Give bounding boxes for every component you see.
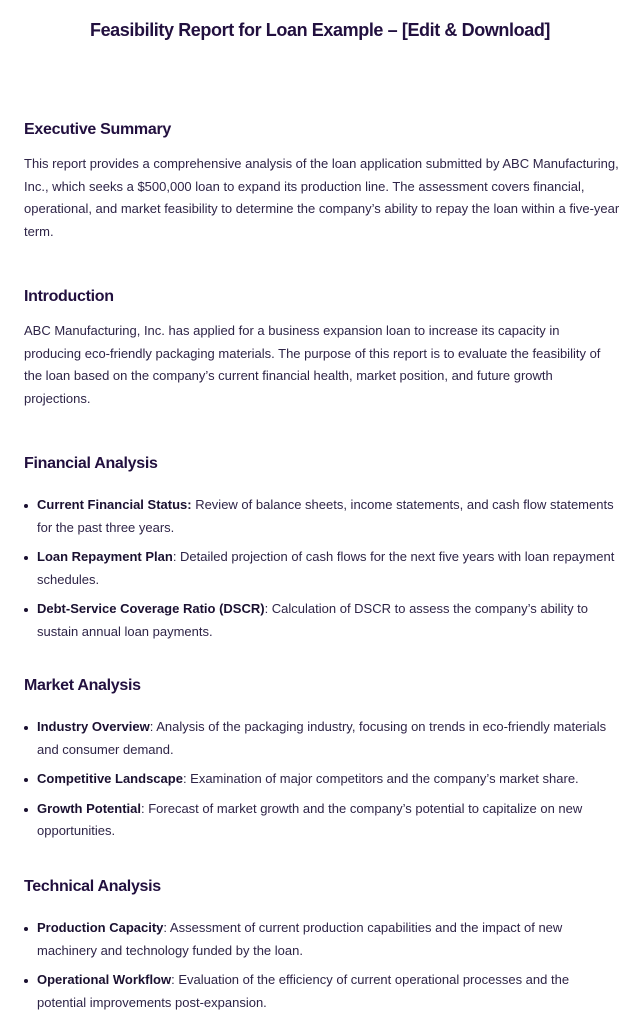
section-heading: Executive Summary [24,121,171,138]
item-term: Debt-Service Coverage Ratio (DSCR) [37,601,265,617]
item-text: : Assessment of current production capabilities and the impact of new machinery and technology funded by the loan. [37,920,563,958]
list-item [24,969,620,1014]
section-heading: Technical Analysis [24,878,161,895]
item-text: : Forecast of market growth and the company’s potential to capitalize on new opportunities. [37,800,583,839]
section-heading: Market Analysis [24,677,141,694]
list-item [24,598,620,643]
item-text: : Analysis of the packaging industry, focusing on trends in eco-friendly materials and consumer demand. [37,719,607,757]
technical-analysis-list [24,917,620,1014]
item-text: : Evaluation of the efficiency of current operational processes and the potential improvements post-expansion. [37,972,570,1010]
bullet-icon [24,979,28,983]
list-item [24,716,620,761]
bullet-icon [24,504,28,508]
item-term: Current Financial Status: [37,497,192,512]
bullet-icon [24,778,28,782]
section-heading: Introduction [24,288,114,305]
section-executive-summary [24,121,620,243]
section-technical-analysis [24,878,620,1021]
item-term: Loan Repayment Plan [37,549,173,565]
item-term: Growth Potential [37,800,141,816]
section-financial-analysis [24,455,620,651]
item-text: : Examination of major competitors and the company’s market share. [182,771,579,787]
item-text: Review of balance sheets, income statements, and cash flow statements for the past three years. [37,497,614,535]
bullet-icon [24,927,28,931]
market-analysis-list [24,716,620,843]
bullet-icon [24,608,28,612]
list-item [24,917,620,962]
section-market-analysis [24,677,620,850]
item-term: Competitive Landscape [37,771,183,787]
page-title: Feasibility Report for Loan Example – [Edit & Download] [89,20,551,40]
bullet-icon [24,808,28,812]
item-term: Industry Overview [37,719,150,734]
list-item [24,798,620,843]
list-item [24,494,620,539]
item-term: Production Capacity [37,920,164,935]
section-introduction [24,288,620,410]
item-term: Operational Workflow [37,972,172,988]
item-text: : Detailed projection of cash flows for the next five years with loan repayment schedules. [37,549,615,587]
bullet-icon [24,726,28,730]
section-body: ABC Manufacturing, Inc. has applied for a business expansion loan to increase its capacity in producing eco-friendly packaging materials. The purpose of this report is to evaluate the feasibility of the loan based on the company’s current financial health, market position, and future growth projections. [24,323,601,406]
list-item [24,768,620,791]
bullet-icon [24,556,28,560]
financial-analysis-list [24,494,620,644]
section-body: This report provides a comprehensive analysis of the loan application submitted by ABC Manufacturing, Inc., which seeks a $500,000 loan to expand its production line. The assessment covers financial, operational, and market feasibility to determine the company’s ability to repay the loan within a five-year term. [24,156,620,239]
list-item [24,546,620,591]
section-heading: Financial Analysis [24,455,158,472]
item-text: : Calculation of DSCR to assess the company’s ability to sustain annual loan payments. [37,601,589,639]
